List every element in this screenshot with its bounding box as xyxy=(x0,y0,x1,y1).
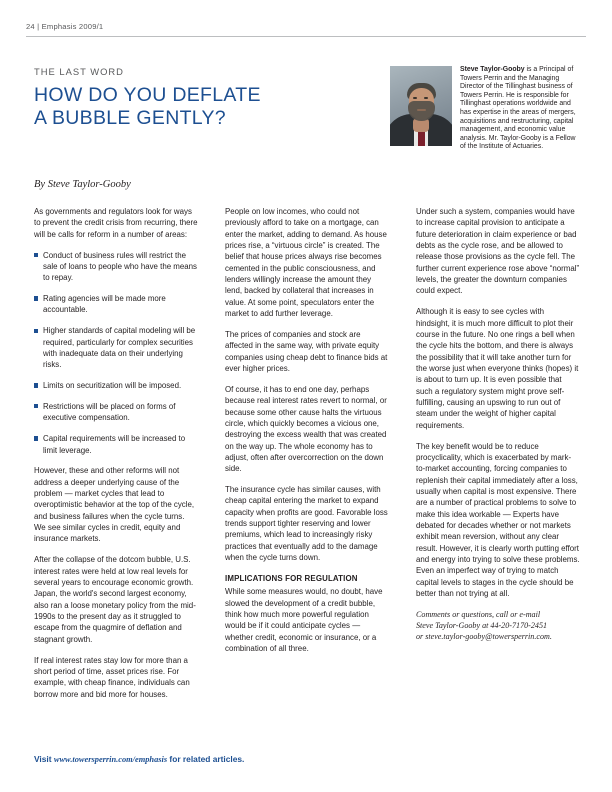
author-bio-body: is a Principal of Towers Perrin and the Managing Director of the Tillinghast business of Towers Perrin. He is responsible for Tillinghast operations worldwide and has expertise in the areas of mergers, acquisitions and restructuring, capital management, and economic value analysis. Mr. Taylor-Gooby is a Fellow of the Institute of Actuaries. xyxy=(460,66,576,151)
paragraph-hindsight: Although it is easy to see cycles with hindsight, it is much more difficult to plot their course in the future. No one rings a bell when the cycle hits the bottom, and there is always the possibility that it will take another turn for the worse just when everyone thinks (hopes) it is about to turn up. It is even possible that such a regulatory system might prove self-fulfilling, causing an upswing to run out of steam under the weight of higher capital requirements. xyxy=(416,307,579,430)
article-kicker: THE LAST WORD xyxy=(34,66,124,77)
paragraph-intro: As governments and regulators look for ways to prevent the credit crisis from recurring, there will be calls for reform in a number of areas: xyxy=(34,207,198,239)
folio-separator: | xyxy=(37,22,40,31)
title-block xyxy=(34,66,384,130)
article-body xyxy=(34,206,580,726)
list-item: Restrictions will be placed on forms of executive compensation. xyxy=(34,401,198,424)
paragraph-procyclicality: The key benefit would be to reduce procyclicality, which is exacerbated by mark-to-market accounting, forcing companies to replenish their capital immediately after a loss, usually when capital is most expensive. There are a number of practical problems to solve to make this idea workable — Experts have debated for decades whether or not markets exhibit mean reversion, without any clear result. However, it is clearly worth putting effort and energy into trying to solve these problems. Even an imperfect way of trying to match capital levels to stages in the cycle should be better than not trying at all. xyxy=(416,441,580,598)
contact-line-1: Comments or questions, call or e-mail xyxy=(416,609,541,619)
author-bio xyxy=(390,66,580,152)
paragraph-low-incomes: People on low incomes, who could not previously afford to take on a mortgage, can enter the market, adding to demand. As house prices rise, a “virtuous circle” is created. The belief that house prices always rise becomes cemented in the public consciousness, and lenders willingly increase the amount they lend, backed by collateral that increases in value. At some point, speculators enter the market to add further leverage. xyxy=(225,207,387,319)
paragraph-virtuous-circle: Of course, it has to end one day, perhaps because real interest rates revert to normal, or because some other cause halts the virtuous circle, which quickly becomes a vicious one, destroying the excess wealth that was created on the way up. The whole economy has to adjust, often after overcorrection on the down side. xyxy=(225,384,387,474)
header-divider xyxy=(26,36,586,37)
contact-line-3: or steve.taylor-gooby@towersperrin.com. xyxy=(416,632,552,642)
author-name: Steve Taylor-Gooby xyxy=(460,66,525,73)
reform-bullet-list xyxy=(34,250,198,456)
column-3 xyxy=(416,206,580,652)
photo-mouth xyxy=(417,109,426,111)
folio-page-number: 24 xyxy=(26,22,35,31)
paragraph-insurance-cycle: The insurance cycle has similar causes, with cheap capital entering the market to expand capacity when profits are good. Favorable loss trends support tighter reserving and lower premiums, which lead to increasingly risky practices that eventually add to the damage when the cycle turns down. xyxy=(225,485,388,563)
contact-line-2: Steve Taylor-Gooby at 44-20-7170-2451 xyxy=(416,621,548,631)
author-photo xyxy=(390,66,452,146)
headline-line-2: A BUBBLE GENTLY? xyxy=(34,107,226,129)
footer-prefix: Visit xyxy=(34,754,54,764)
list-item: Conduct of business rules will restrict the sale of loans to people who have the means to repay. xyxy=(34,250,198,284)
paragraph-however: However, these and other reforms will not address a deeper underlying cause of the problem — market cycles that lead to overoptimistic behavior at the top of the cycle, and business failures when the cycle turns. We see similar cycles in credit, equity and insurance markets. xyxy=(34,466,195,544)
folio-publication: Emphasis 2009/1 xyxy=(41,22,104,31)
list-item: Higher standards of capital modeling will be required, particularly for complex securities with inadequate data on their underlying risks. xyxy=(34,325,198,370)
list-item: Rating agencies will be made more accountable. xyxy=(34,293,198,316)
headline-line-1: HOW DO YOU DEFLATE xyxy=(34,84,261,106)
photo-tie xyxy=(418,130,425,146)
list-item: Capital requirements will be increased to limit leverage. xyxy=(34,433,198,456)
footer-url[interactable]: www.towersperrin.com/emphasis xyxy=(53,755,168,764)
paragraph-capital-provision: Under such a system, companies would have to increase capital provision to anticipate a future deterioration in claim experience or bad debts as the cycle rose, and be allowed to release those provisions as the cycle fell. The further current experience rose above “normal” levels, the greater the downturn companies could expect. xyxy=(416,207,580,296)
paragraph-company-prices: The prices of companies and stock are affected in the same way, with private equity companies using cheap debt to finance bids at ever higher prices. xyxy=(225,329,388,373)
column-1 xyxy=(34,206,198,709)
paragraph-dotcom: After the collapse of the dotcom bubble, U.S. interest rates were held at low real levels for several years to encourage economic growth. Japan, the world's second largest economy, also ran a loose monetary policy from the mid-1990s to the present day as it struggled to escape from the quagmire of deflation and stagnant growth. xyxy=(34,555,196,644)
column-2 xyxy=(225,206,389,664)
page-title xyxy=(34,84,384,130)
page-header xyxy=(26,22,586,37)
contact-block xyxy=(416,609,580,643)
footer-suffix: for related articles. xyxy=(167,754,245,764)
list-item: Limits on securitization will be imposed. xyxy=(34,380,198,391)
paragraph-rates: If real interest rates stay low for more than a short period of time, asset prices rise. For example, with cheap finance, individuals can borrow more and bid more for houses. xyxy=(34,655,190,699)
byline: By Steve Taylor-Gooby xyxy=(34,179,131,190)
paragraph-regulation: While some measures would, no doubt, have slowed the development of a credit bubble, think how much more powerful regulation would be if it could anticipate cycles — whether credit, economic or insurance, or a combination of all three. xyxy=(225,587,383,654)
section-subhead: IMPLICATIONS FOR REGULATION xyxy=(225,573,358,583)
author-bio-text xyxy=(460,66,580,152)
footer-call-to-action xyxy=(34,754,244,764)
